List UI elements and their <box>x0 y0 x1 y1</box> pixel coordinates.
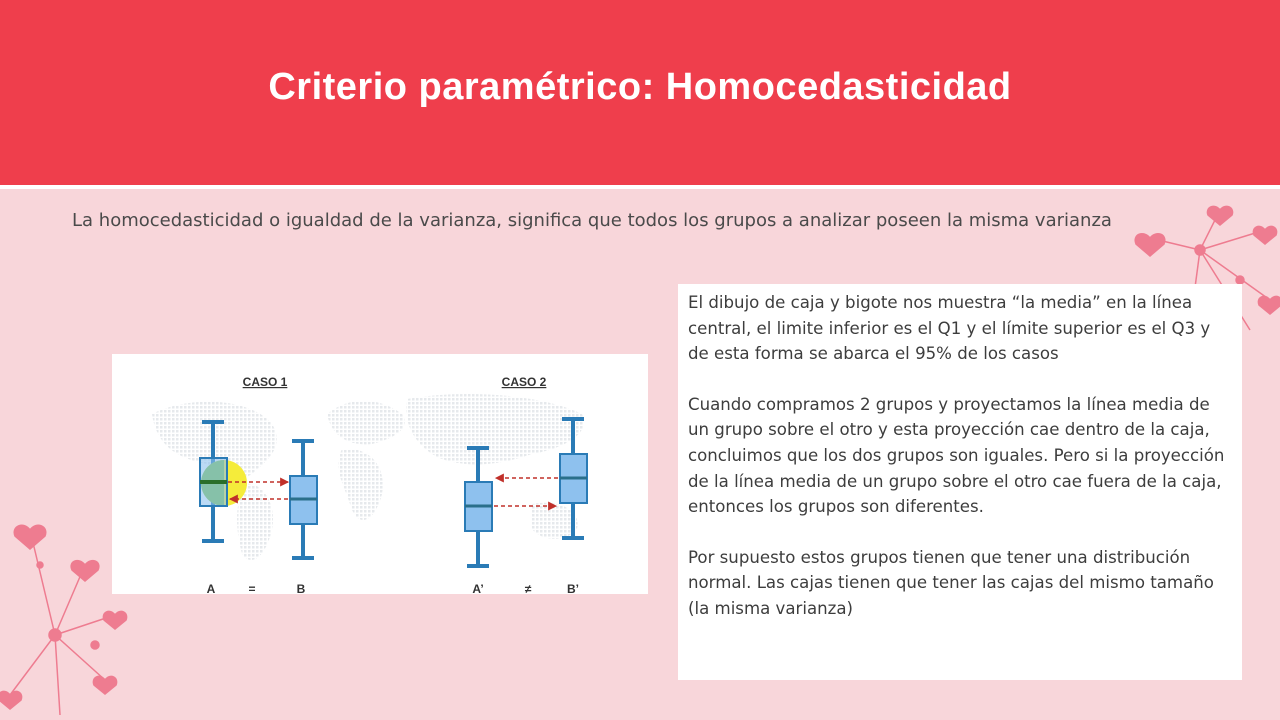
explanation-paragraph-3: Por supuesto estos grupos tienen que tener una distribución normal. Las cajas tienen que tener las cajas del mismo tamaño (la misma varianza) <box>688 547 1214 618</box>
banner-divider <box>0 185 1280 189</box>
heart-flower-decoration-left <box>0 505 130 720</box>
label-a-prime: A’ <box>472 582 484 594</box>
intro-text: La homocedasticidad o igualdad de la varianza, significa que todos los grupos a analizar poseen la misma varianza <box>72 210 1112 231</box>
label-a: A <box>206 582 216 594</box>
label-b: B <box>296 582 306 594</box>
label-not-equal: ≠ <box>524 582 532 594</box>
explanation-paragraph-1: El dibujo de caja y bigote nos muestra “la media” en la línea central, el limite inferior es el Q1 y el límite superior es el Q3 y de esta forma se abarca el 95% de los casos <box>688 293 1211 364</box>
label-equal: = <box>248 582 256 594</box>
boxplot-comparison-figure <box>112 354 648 594</box>
label-b-prime: B’ <box>567 582 579 594</box>
boxplot-a-prime <box>465 448 492 566</box>
case-1-title: CASO 1 <box>242 375 288 389</box>
slide-title: Criterio paramétrico: Homocedasticidad <box>268 66 1012 108</box>
explanation-panel <box>678 284 1242 680</box>
case-2-title: CASO 2 <box>501 375 547 389</box>
explanation-paragraph-2: Cuando compramos 2 grupos y proyectamos la línea media de un grupo sobre el otro y esta proyección cae dentro de la caja, concluimos que los dos grupos son iguales. Pero si la proyección de la línea media de un grupo sobre el otro cae fuera de la caja, entonces los grupos son diferentes. <box>688 394 1225 517</box>
boxplot-b <box>290 441 317 558</box>
